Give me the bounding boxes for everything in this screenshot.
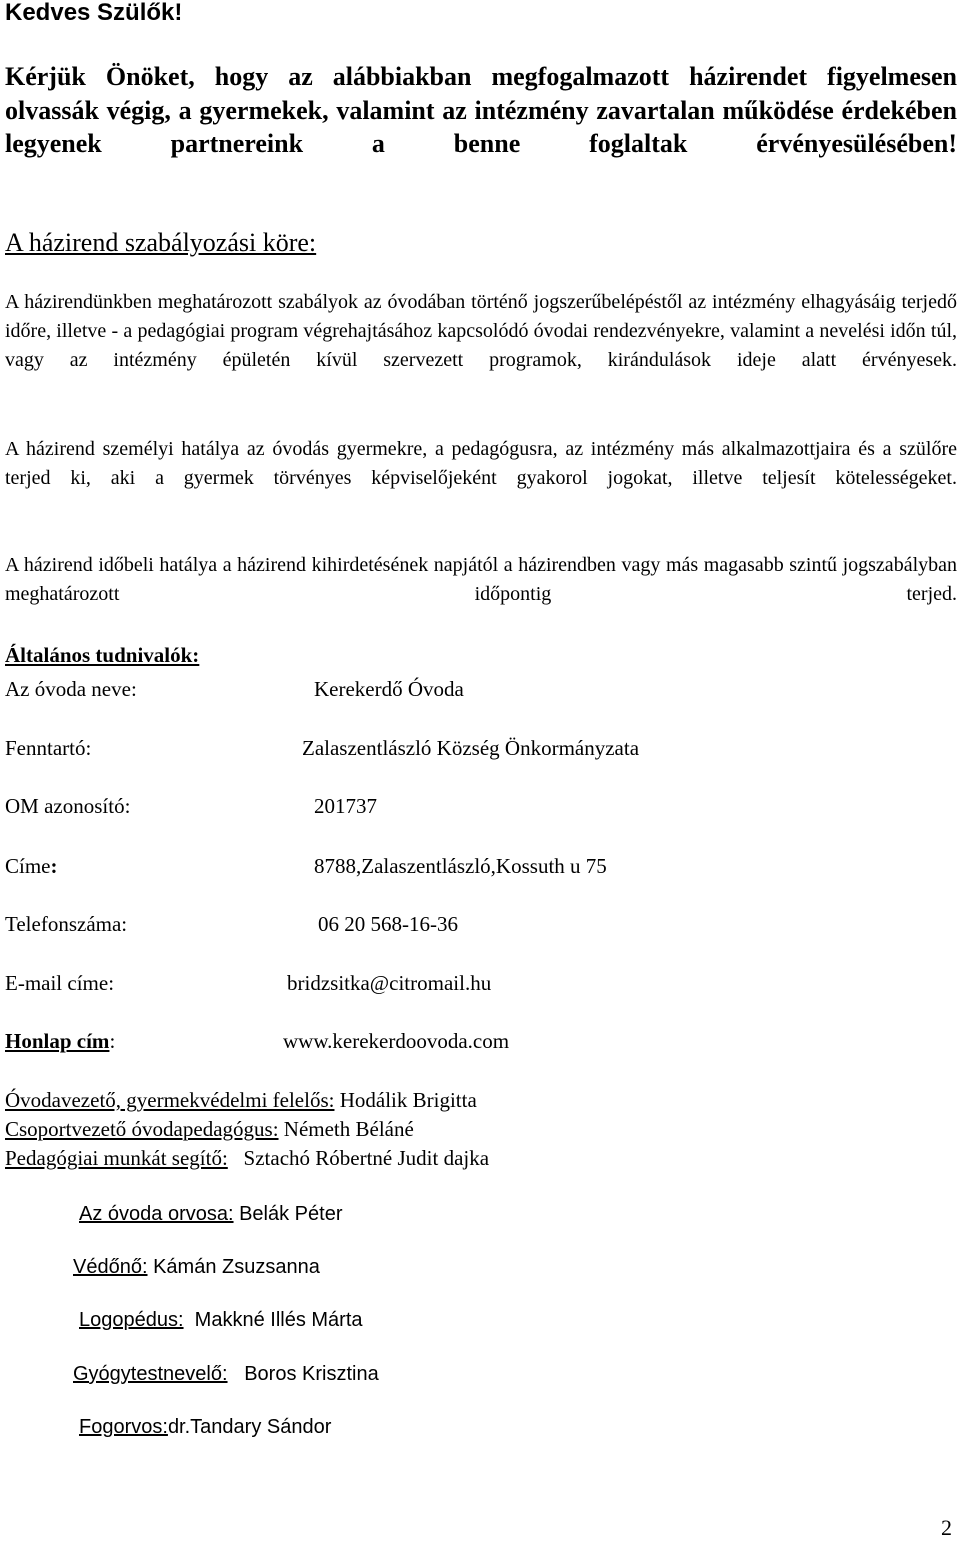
contact-dentist bbox=[79, 1413, 331, 1441]
value-address: 8788,Zalaszentlászló,Kossuth u 75 bbox=[314, 854, 607, 878]
staff-role: Óvodavezető, gyermekvédelmi felelős: bbox=[5, 1088, 335, 1112]
value-maintainer: Zalaszentlászló Község Önkormányzata bbox=[302, 736, 640, 760]
staff-name: Sztachó Róbertné Judit dajka bbox=[243, 1146, 490, 1170]
page-number: 2 bbox=[941, 1515, 952, 1540]
staff-role: Pedagógiai munkát segítő: bbox=[5, 1146, 228, 1170]
label-address: Címe: bbox=[5, 854, 58, 878]
contact-name: Kámán Zsuzsanna bbox=[153, 1256, 320, 1278]
contact-name: Makkné Illés Márta bbox=[194, 1309, 363, 1331]
scope-paragraph-2: A házirend személyi hatálya az óvodás gyermekre, a pedagógusra, az intézmény más alkalmazottjaira és a szülőre terjed ki, aki a gyermek törvényes képviselőjeként gyakorol jogokat, illetve teljesít kötelességeket. bbox=[5, 438, 957, 489]
intro-paragraph: Kérjük Önöket, hogy az alábbiakban megfogalmazott házirendet figyelmesen olvassák végig, a gyermekek, valamint az intézmény zavartalan működése érdekében legyenek partnereink a benne foglaltak érvényesülésében! bbox=[5, 62, 957, 158]
label-maintainer: Fenntartó: bbox=[5, 736, 92, 760]
label-kindergarten-name: Az óvoda neve: bbox=[5, 677, 137, 701]
value-om-id: 201737 bbox=[314, 794, 377, 818]
value-kindergarten-name: Kerekerdő Óvoda bbox=[314, 677, 464, 701]
scope-paragraph-3: A házirend időbeli hatálya a házirend kihirdetésének napjától a házirendben vagy más magasabb szintű jogszabályban meghatározott időpontig terjed. bbox=[5, 554, 957, 605]
staff-row-assistant bbox=[5, 1143, 489, 1173]
staff-row-head bbox=[5, 1085, 477, 1115]
contact-role: Logopédus: bbox=[79, 1309, 184, 1331]
staff-name: Hodálik Brigitta bbox=[339, 1088, 477, 1112]
label-website: Honlap cím: bbox=[5, 1029, 116, 1053]
staff-role: Csoportvezető óvodapedagógus: bbox=[5, 1117, 279, 1141]
label-email: E-mail címe: bbox=[5, 971, 115, 995]
greeting: Kedves Szülők! bbox=[5, 0, 183, 26]
section-heading-scope: A házirend szabályozási köre: bbox=[5, 228, 317, 257]
contact-role: Fogorvos: bbox=[79, 1416, 168, 1438]
contact-doctor bbox=[79, 1200, 342, 1228]
contact-role: Védőnő: bbox=[73, 1256, 148, 1278]
staff-name: Németh Béláné bbox=[283, 1117, 414, 1141]
contact-name: dr.Tandary Sándor bbox=[167, 1416, 332, 1438]
contact-role: Gyógytestnevelő: bbox=[73, 1363, 228, 1385]
value-website: www.kerekerdoovoda.com bbox=[283, 1029, 510, 1053]
scope-paragraph-1: A házirendünkben meghatározott szabályok az óvodában történő jogszerűbelépéstől az intézmény elhagyásáig terjedő időre, illetve - a pedagógiai program végrehajtásához kapcsolódó óvodai rendezvényekre, valamint a nevelési időn túl, vagy az intézmény épületén kívül szervezett programok, kirándulások ideje alatt érvényesek. bbox=[5, 291, 957, 371]
contact-physio bbox=[73, 1360, 379, 1388]
contact-role: Az óvoda orvosa: bbox=[79, 1203, 234, 1225]
staff-row-group-lead bbox=[5, 1114, 414, 1144]
contact-name: Belák Péter bbox=[239, 1203, 343, 1225]
contact-speech-therapist bbox=[79, 1306, 363, 1334]
value-email: bridzsitka@citromail.hu bbox=[287, 971, 492, 995]
label-phone: Telefonszáma: bbox=[5, 912, 128, 936]
value-phone: 06 20 568-16-36 bbox=[318, 912, 458, 936]
contact-name: Boros Krisztina bbox=[244, 1363, 379, 1385]
section-heading-general: Általános tudnivalók: bbox=[5, 643, 200, 667]
contact-nurse bbox=[73, 1253, 320, 1281]
label-om-id: OM azonosító: bbox=[5, 794, 131, 818]
